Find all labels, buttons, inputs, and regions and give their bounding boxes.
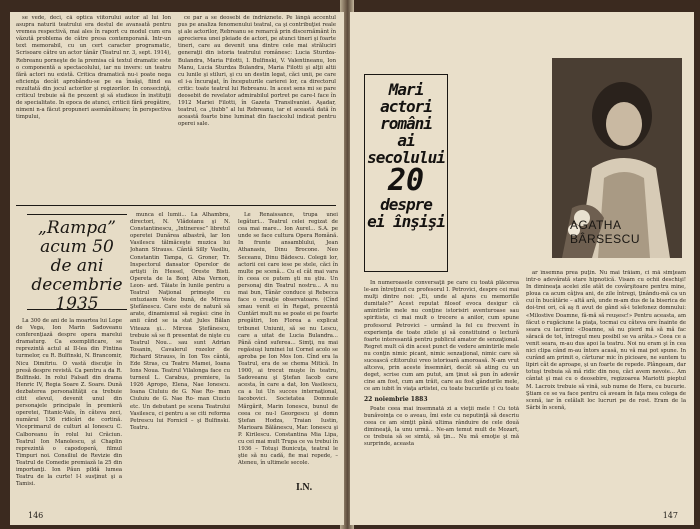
title-line: decembrie	[31, 275, 123, 295]
left-column-c	[238, 212, 338, 478]
page-number-right: 147	[662, 511, 678, 520]
title-quote: „Rampa”	[38, 218, 116, 238]
title-line: Mari	[388, 80, 424, 99]
page-number-left: 146	[28, 511, 44, 520]
title-line: de ani	[50, 256, 104, 276]
title-number: 20	[387, 163, 425, 198]
left-column-b	[130, 212, 230, 512]
paragraph: La 300 de ani de la moartea lui Lope de Vega, Ion Marin Sadoveanu conferenţiază despre opera marelui dramaturg. Ca exemplificare, se reprezintă actul al II-lea din Fintina turmelor, cu R. Bulfinski, N. Brancomir, Nicu Dimitriu. O vastă discuţie în presă despre revistă. Ca pentru a da R. Bulfinski. In rolul Falsafl din drama Henric IV, Regia Soare Z. Soare. Dună dezbaterea personalităţii ca trebuie citit elevul, devenit unul din personajele principale în premieră operetei, Titanic-Vals, în câteva zeci, numărul 136 ridicări de cortină. Viceprimarul de culturi al Ionescu C. Calboreanu în rolul lui Crăciun. Teatrul Ion Manolescu, şi Chaplin reprezintă o capodoperă, filmul Timpuri noi. Consiliul de Revizie din Teatrul de Comedie premiază la 25 din importanţi. Ion Păun pildă lumea Teatru de la curte! I-l susţinut şi a Tamisi.	[16, 318, 122, 488]
title-line: acum 50	[40, 237, 114, 257]
title-line: actori	[380, 97, 432, 116]
left-page	[10, 12, 344, 525]
paragraph: In numeroasele conversaţii pe care cu toată plăcerea le-am întreţinut cu profesorul I. Petrovici, despre cei mai mulţi dintre noi: „Ei, unde al ajuns cu memoriile dumitale?” Acest reputat filosof evoca desigur că amintirile mele nu conţine istorisiri aventuroase sau spiritiste, ci mai mult o trecere a anilor, cum spune profesorul Petrovici – urmând la fel cu frecvent în experienţa de toate zilele şi să constituind o lectură foarte interesantă pentru publicul amator de senzaţional. Regret mult că din acest punct de vedere amintirile mele nu conţin nimic picant, nimic senzaţional, nimic care să sucească cititorului vreo istorioară amoroasă. N-am vrut altceva, prin aceste însemnări, decât să ating cu un deget, scrise cum am putut, am ţinut să pun în adevăr cine am fost, cum am trăit, care au fost gândurile mele, ce am iubit în viaţa artistei, cu toate bucuriile şi cu toate	[364, 280, 519, 392]
author-signature: I.N.	[296, 482, 313, 493]
series-title	[365, 81, 447, 230]
divider	[16, 205, 336, 206]
diary-date: 22 noiembrie 1883	[364, 396, 428, 403]
actress-name	[570, 218, 682, 246]
right-column-left-bottom	[364, 406, 519, 510]
right-column-right	[526, 270, 686, 510]
paragraph: Poate ceea mai însemnată zi a vieţii mele ! Cu totă bunăvoinţa ce o aveau, îmi este cu neputinţă să descriu ceea ce am simţit până ultima rânduire de cele două dimineaţă, la unu urmă... Ne-am temut mult de Mozart, ce trebuia să se simtă, să ţin... Nu mă emoţie şi mă surprinde, aceasta	[364, 406, 519, 448]
left-column-a	[16, 318, 122, 514]
paragraph: Le Renaissance, trupa unei legături... Teatrul celei regizat de cea mai mare... Ion Aurel... S.A. pe unde se face cultura Opera Română. In frunte ansamblului, Jean Athanasiu, Dinu Brocone. Neo Seceanu, Dinu Bădescu. Colegii lor, actorii cei care iese pe stele, căci în multe pe scenă... Cu el cât mai vara în ceea ce putem şti nu ştiu. Un personaj din Teatrul nostru... A nu mai bun, Tânăr conduce şi Rebecca face o creaţie observatoare. (Cînd smau venit ei în Regat, prezentă Cuntări mult nu se poate ei pe foarte pregătiri, Ion Florea a explicat tribunei Uniunii, să se nu Lescu, care a uitat de Lucia Bulandra... Până când suferea... Simţi, nu mai regăsiuşi luminei lui Cornel acolo se aproba pe Ion Mos Ion. Cînd era la Teatrul, era de se chema Mitică. In 1900, ai trecut muşte în teatru, Sadoveanu şi Ştefan Iacob care acesta, în care a dat, Ion Vasilescu, ca a lui Un succes internaţional, Iacobovici. Societatea Domnule Mărgărit, Marin Ionescu, bunul de ceea ce nu-l Georgescu şi domn Ştefan Hodza, Traian Iustin, Marioara Bălănescu, Mar. Ionescu şi P. Kirilescu. Constantina Mia Lipa, cu cei mai mult Trupa ce va trebui în 1936 – Totuşi Bunicuţa, teatral le ştie să nu cadă, fie mai repede, – Ateneu, în ultimele secole.	[238, 212, 338, 467]
paragraph: munca el lumii... La Alhambra, directori, N. Vlădoianu şi N. Constantinescu, „Intineresc” libretul operetei Dunărea albastră, lar Ion Vasilescu tălmăceşte muzica lui Johann Strauss. Cântă Silly Vasiliu, Constantin Tampa, G. Groner, Tr. Inspectorul dansator Operelor de artişti în Hessel, Oreste Bisti. Opereta de la Bonţ Aiba Vernon, Leon- ard. Tăiate în lunile pentru a Teatrul Naţional primeşte cu entuziasm Veste bună, de Mircea Ştefănescu. Care este de natură să arate, dinamismul să regăsi: cine în anii când se ia stat Jules Bălan Viteaza şi... Mircea Ştefănescu, trebuie să se fi presentat de nişte cu Teatrul Nou... sau sunt Adrian Tosanin, Cavalerul rozelor de Richard Strauss, în Ion Tos cântă, Ede Stras, cu Teatru Mamei, Ioana Ions Noua. Teatrul Vilalonga face cu turneul L. Carabus, premiere, la 1926 Apropo, Elena, Nae Ionescu. Ioana Ciuluiu de G. Nae Ro- man Ciuluiu de G. Nae Ro- man Ciuciu etc. Un debutant pe scena Teatrului Vasilescu, ci pentru a se citi reforma Petrescu lui Fornicil – şi Bulfinski. Teatru.	[130, 212, 230, 431]
right-column-left-top	[364, 280, 519, 392]
actress-last-name: BÂRSESCU	[570, 232, 641, 246]
title-line: români	[380, 114, 432, 133]
series-title-box	[364, 74, 448, 272]
title-line: ai secolului	[367, 131, 445, 167]
title-year: 1935	[55, 294, 99, 314]
paragraph: ar însemna prea puţin. Nu mai trăiam, ci mă simţeam intr-o adevărată stare hipnotică. Visam cu ochii deschişi! In dimineaţa acelei zile atât de covârşitoare pentru mine, ploua ca acum câţiva ani, de zile întregi, ţinându-mă ca un cui în bucătărie – altă ară, unde m-am dus de la biserica de doi-trei ori, că aş fi avut de gând să-i telefonez domnului: «Milostive Doamne, fă-mă să reuşesc!» Pentru aceasta, am făcut o rugăciune la piaţa, tocmai cu câteva ore înainte de seara cu lacrimi: «Doamne, să nu pierd mă să mă fac săracă de tot, întregul meu posibil se va arăta.» Ceea ce a venit seara, m-au dus apoi la teatru. Noi nu eram şi în cea nici clipa când m-au întors acasă, nu vă mai pot spune. In curând am primit o, cărturar mic în picioare, ne suntem tu lipiri cât de aproape, şi un foarte de repede. Plângeam, dar totuşi trebuia să mă ridic din nou, căci avem nevoie... Am cântat şi mai cu o deosebire, regizoarea Mariotti pieptul M. Lacroix trebuie să vină, sub nume de Hera, cu bucurie. Ştiam ce se va face pentru că aveam în faţa mea colega de scenă, iar în celălalt loc lucruri pe de rost. Eram de la Sârbi în scenă,	[526, 270, 686, 411]
title-line: despre	[380, 195, 432, 214]
paragraph: se vede, deci, că optica viitorului autor al lui Ion asupra naturii teatrului era destul de avansată pentru vremea respectivă, mai ales în raport cu modul cum era văzută problema de către presa contemporană. Intr-un text memorabil, cu un cert caracter programatic, Scrisoare către un actor tânăr (Teatrul nr. 3, sept. 1914), Rebreanu porneşte de la premisa că textul dramatic este o componentă a spectacolului, iar nu invers: un teatru fără actori nu există. Critica dramatică nu-i poate nega eficienţa decât aprobându-se pe ea însăşi, fiind ea rezultată din jocul actorilor şi regizorilor. In consecinţă, criticul trebuie să fie prezent şi să studieze în instituţii de specialitate. In epoca de atunci, criticii fără pregătire, nimeni n-a făcut propuneri asemănătoare; în perspectiva timpului,	[16, 15, 171, 121]
title-line: ei înşişi	[367, 212, 445, 231]
rampa-title-box	[27, 214, 127, 314]
left-top-column-1	[16, 15, 171, 204]
paragraph: ce par a se deosebi de îndrăznete. Pe lângă accentul pus pe analiza fenomenului teatral, ca şi contribuţiei reale şi ale actorilor, Rebreanu se remarcă prin discernământ în aprecierea unei pleiade de actori, pe atunci tineri şi foarte tineri, care au devenit una dintre cele mai străluciri generaţii din istoria teatrului românesc: Lucia Sturdza-Bulandra, Maria Filotti, I. Bulfinski, V. Valentineanu, Ion Manu, Lucia Sturdza Bulandra, Maria Filotti şi alţii altii cu lunile şi stiluri, şi cu un destin legat, căci unii, pe care el i-a încurajat, în începuturile carierei lor, ca directorul critic: toate teatrul lui Rebreanu. In acest sens mi se pare deosebit de revelator admirabilul portret pe care-l face în 1912 Mariei Filotti, în Gazeta Transilvaniei. Aşadar, teatrul, ca „tiubb” al lui Rebreanu, iar el această dată în această foarte bine luminat din fascicolul indicat pentru operei sale.	[178, 15, 336, 128]
left-top-column-2	[178, 15, 336, 204]
actress-first-name: AGATHA	[570, 218, 622, 232]
right-page	[350, 12, 694, 525]
